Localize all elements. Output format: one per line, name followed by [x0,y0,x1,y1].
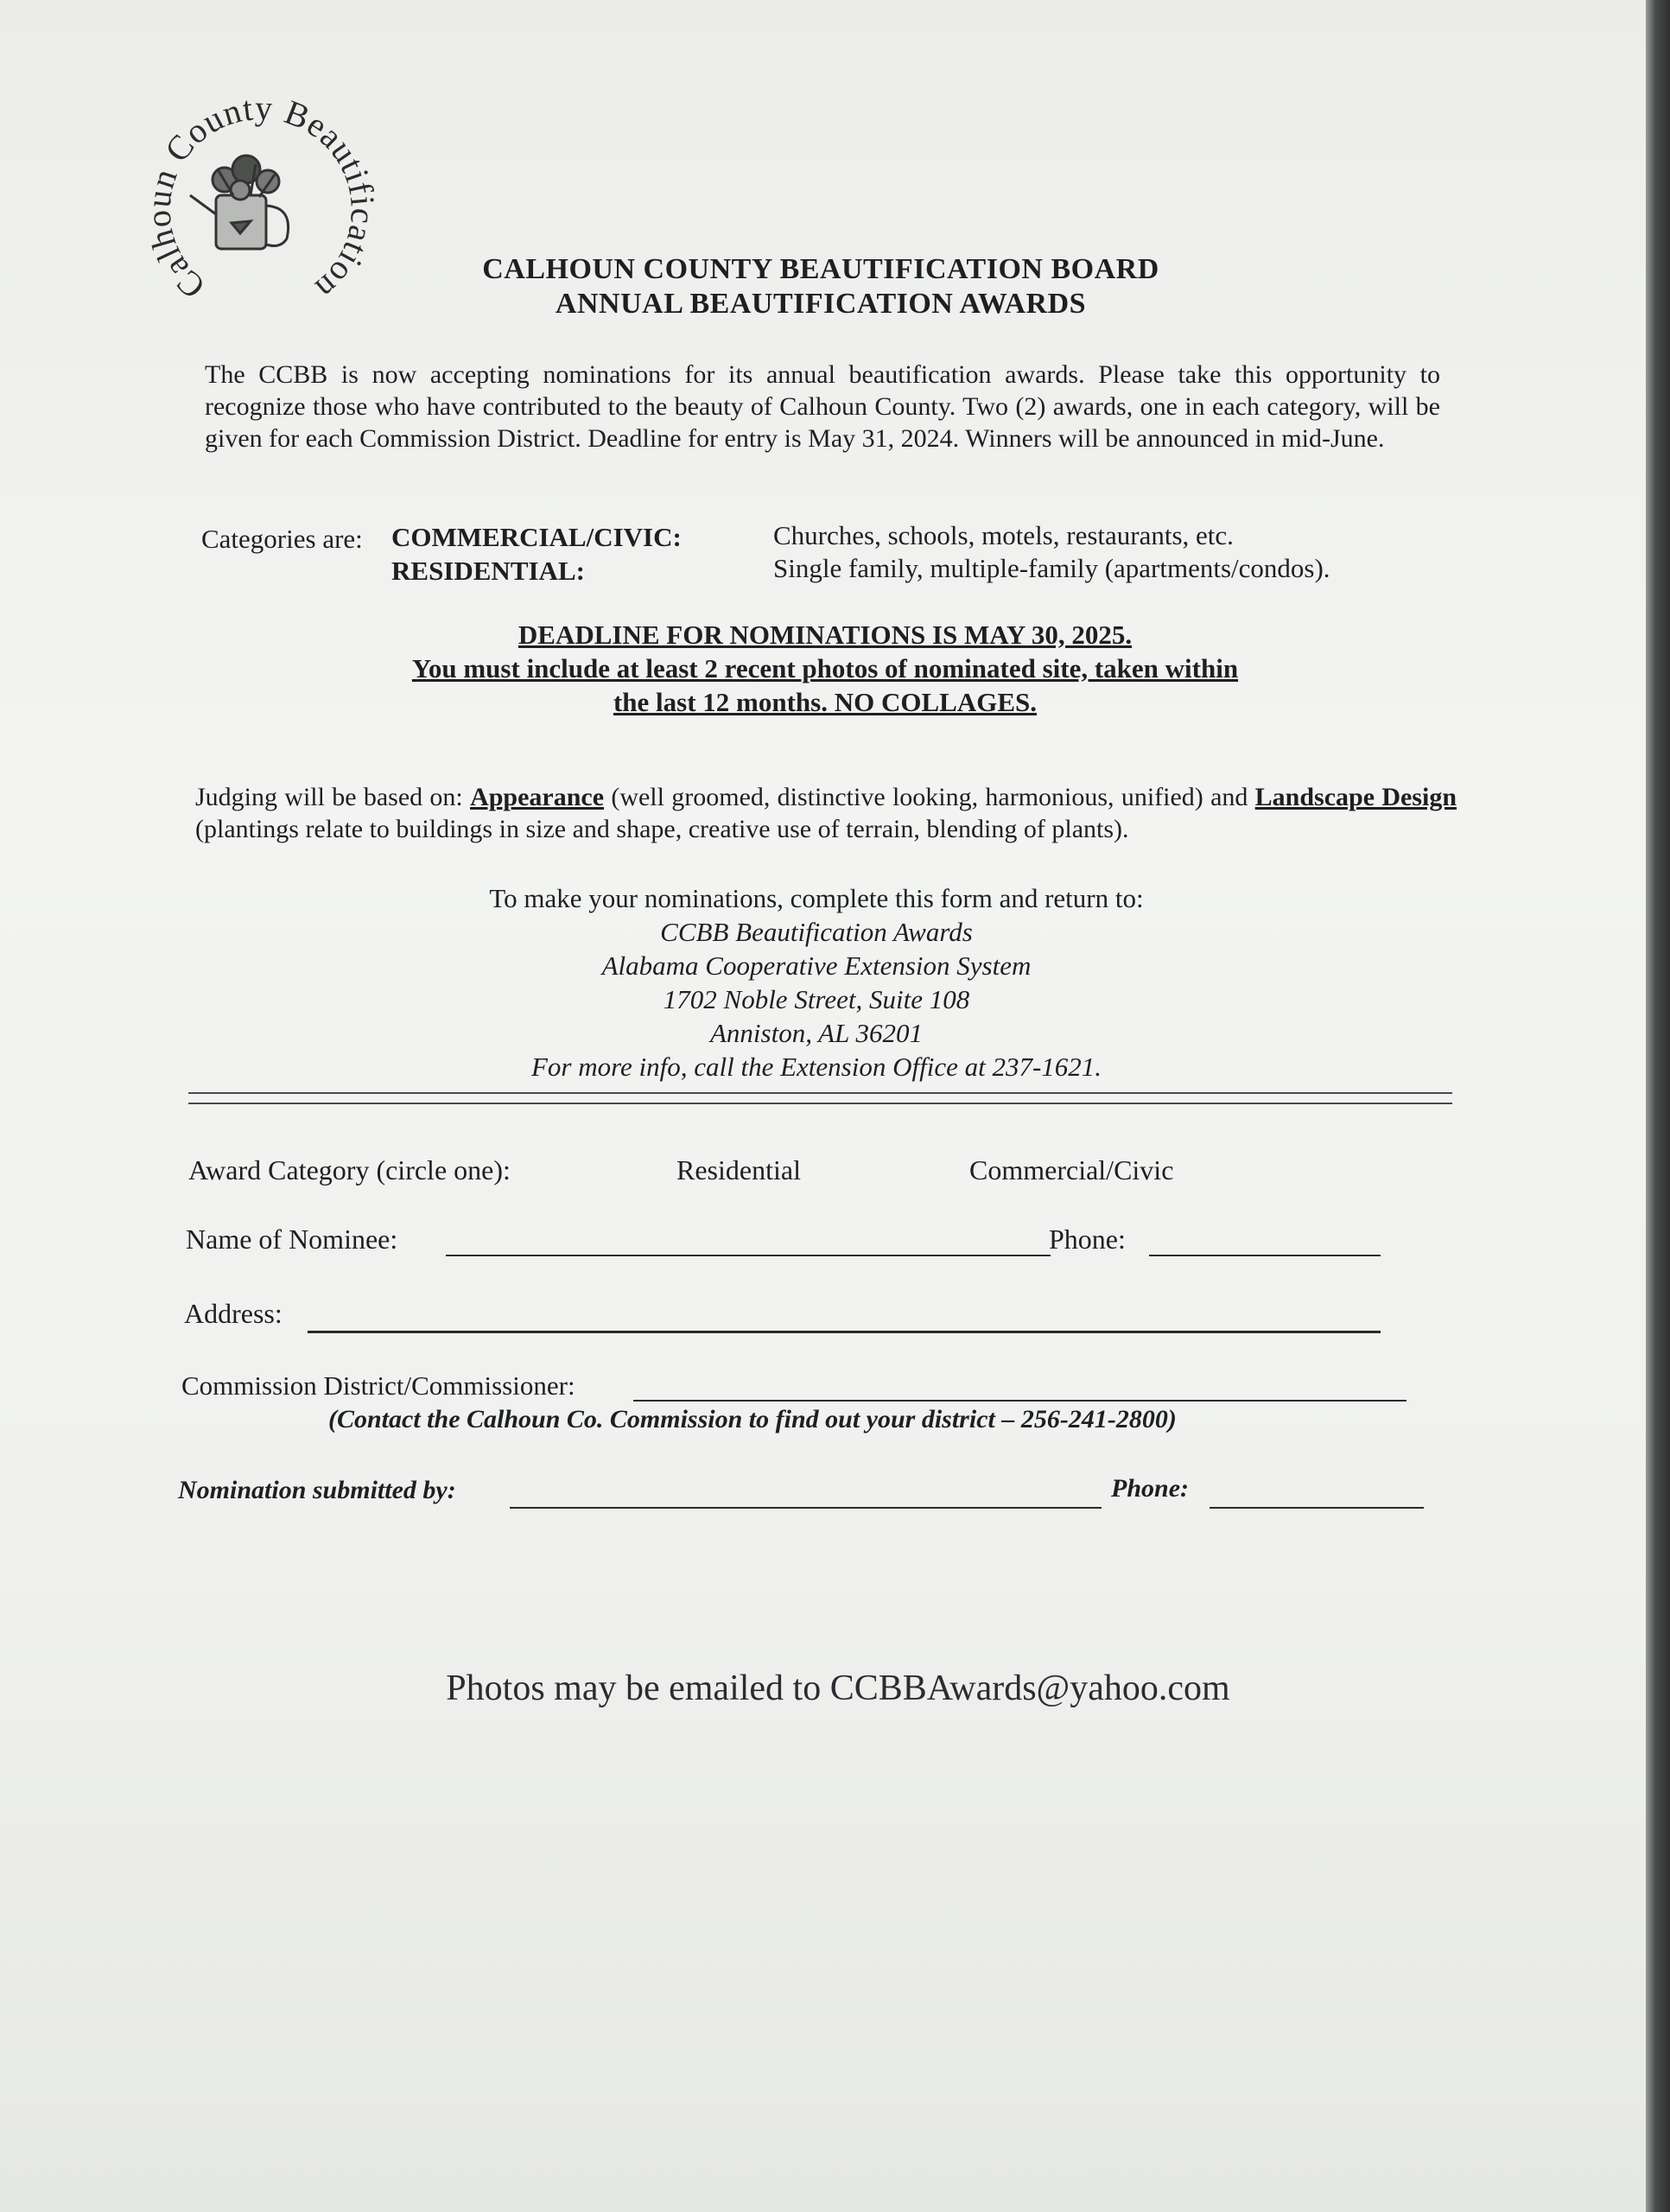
category-commercial-desc: Churches, schools, motels, restaurants, etc. [773,520,1234,550]
return-line-4: Anniston, AL 36201 [709,1018,924,1048]
title-line-1: CALHOUN COUNTY BEAUTIFICATION BOARD [482,253,1159,285]
category-residential-name: RESIDENTIAL: [391,556,585,586]
return-instruction: To make your nominations, complete this form and return to: [489,883,1144,913]
judging-text-2: (plantings relate to buildings in size and shape, creative use of terrain, blending of plants). [195,815,1129,843]
option-residential[interactable]: Residential [676,1154,801,1185]
deadline-notice [328,618,1322,719]
watering-can-flowers-icon [190,156,289,249]
deadline-line-2: You must include at least 2 recent photos of nominated site, taken within [411,653,1239,683]
submitter-phone-input[interactable] [1210,1507,1424,1509]
return-line-1: CCBB Beautification Awards [660,917,973,947]
district-contact-note: (Contact the Calhoun Co. Commission to find out your district – 256-241-2800) [328,1405,1177,1433]
nominee-phone-input[interactable] [1149,1255,1381,1256]
district-input[interactable] [633,1400,1406,1402]
submitter-phone-label: Phone: [1111,1474,1189,1503]
judging-paragraph [195,781,1457,845]
nominee-label: Name of Nominee: [186,1224,398,1255]
judging-term-appearance: Appearance [470,783,605,811]
judging-term-landscape: Landscape Design [1254,783,1457,811]
return-line-3: 1702 Noble Street, Suite 108 [663,984,970,1014]
judging-prefix: Judging will be based on: [195,783,471,811]
title-line-2: ANNUAL BEAUTIFICATION AWARDS [555,288,1087,320]
nominee-phone-label: Phone: [1049,1224,1126,1255]
categories-label: Categories are: [201,524,363,554]
address-input[interactable] [308,1331,1381,1333]
category-residential-desc: Single family, multiple-family (apartments/condos). [773,553,1330,583]
submitted-by-label: Nomination submitted by: [178,1476,456,1504]
nominee-input[interactable] [446,1255,1051,1256]
award-category-label: Award Category (circle one): [188,1154,511,1185]
return-line-5: For more info, call the Extension Office at 237-1621. [530,1052,1102,1082]
ccbb-logo [104,93,380,353]
deadline-line-3: the last 12 months. NO COLLAGES. [613,687,1038,717]
intro-paragraph: The CCBB is now accepting nominations for its annual beautification awards. Please take this opportunity to recognize those who have contributed to the beauty of Calhoun County. Two (2) awards, one in each category, will be given for each Commission District. Deadline for entry is May 31, 2024. Winners will be announced in mid-June. [205,360,1440,453]
photos-email-note: Photos may be emailed to CCBBAwards@yahoo.com [446,1669,1230,1708]
document-title [415,252,1227,321]
option-commercial-civic[interactable]: Commercial/Civic [969,1154,1174,1185]
district-label: Commission District/Commissioner: [181,1370,575,1401]
page-edge-shadow [1646,0,1670,2212]
return-line-2: Alabama Cooperative Extension System [601,950,1032,981]
category-commercial-name: COMMERCIAL/CIVIC: [391,522,682,552]
logo-ring-text: Calhoun County Beautification [138,93,380,308]
return-address-block [363,881,1270,1084]
deadline-line-1: DEADLINE FOR NOMINATIONS IS MAY 30, 2025. [518,620,1133,650]
address-label: Address: [184,1298,283,1329]
section-divider [188,1092,1452,1104]
submitted-by-input[interactable] [510,1507,1102,1509]
judging-text-1: (well groomed, distinctive looking, harmonious, unified) and [604,783,1255,811]
